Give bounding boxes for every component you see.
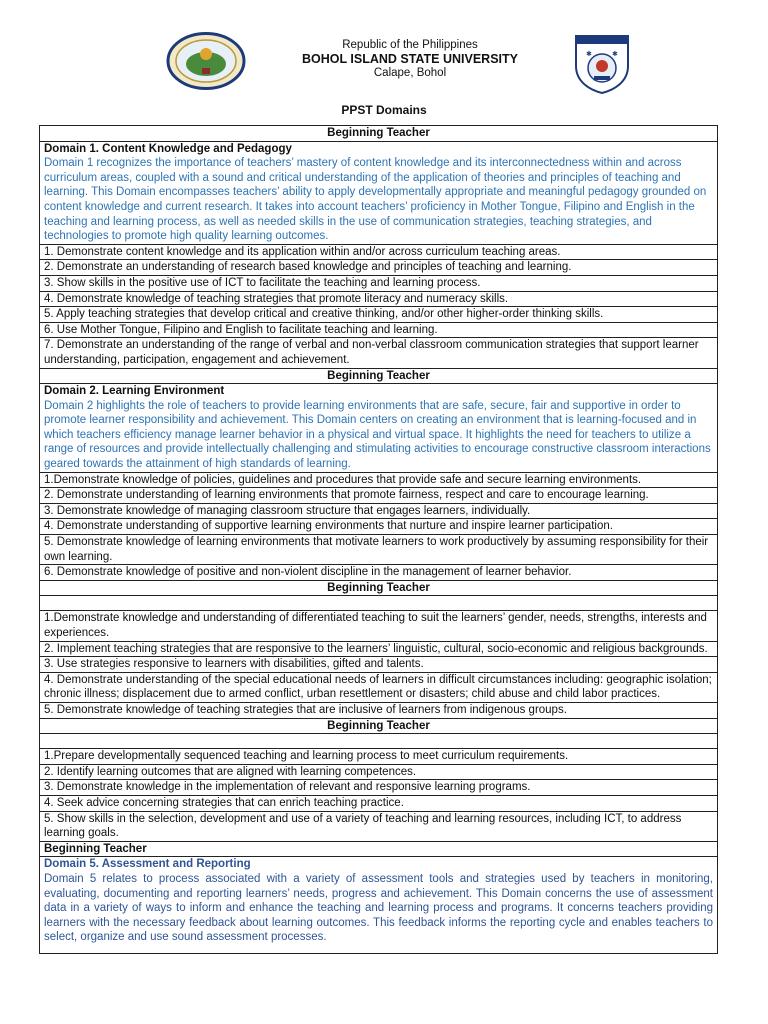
- competency-item: 5. Demonstrate knowledge of learning environments that motivate learners to work productively by assuming responsibility for their own learning.: [40, 535, 718, 565]
- svg-text:✱: ✱: [612, 50, 618, 58]
- domain-header-row: [40, 141, 718, 244]
- competency-item: 3. Use strategies responsive to learners with disabilities, gifted and talents.: [40, 657, 718, 673]
- table-row: [40, 780, 718, 796]
- domain-header-row: [40, 857, 718, 954]
- competency-item: 4. Demonstrate understanding of the special educational needs of learners in difficult circumstances including: geographic isolation; chronic illness; displacement due to armed conflict, urban resettlement or disasters; child abuse and child labor practices.: [40, 672, 718, 702]
- document-title: PPST Domains: [341, 103, 427, 117]
- competency-item: 5. Apply teaching strategies that develop critical and creative thinking, and/or other higher-order thinking skills.: [40, 307, 718, 323]
- domain-title: Domain 5. Assessment and Reporting: [44, 858, 251, 871]
- table-row: [40, 519, 718, 535]
- domain-description: Domain 2 highlights the role of teachers to provide learning environments that are safe, secure, fair and supportive in order to promote learner responsibility and achievement. This Domain centers on creating an environment that is learning-focused and in which teachers efficiency manage learner behavior in a physical and virtual space. It highlights the need for teachers to utilize a range of resources and provide intellectually challenging and stimulating activities to encourage constructive classroom interactions geared towards the attainment of high standards of learning.: [44, 399, 711, 471]
- competency-item: 4. Seek advice concerning strategies that can enrich teaching practice.: [40, 795, 718, 811]
- table-row: [40, 260, 718, 276]
- competency-item: 1.Demonstrate knowledge of policies, guidelines and procedures that provide safe and secure learning environments.: [40, 472, 718, 488]
- competency-item: 5. Demonstrate knowledge of teaching strategies that are inclusive of learners from indigenous groups.: [40, 702, 718, 718]
- competency-item: 5. Show skills in the selection, development and use of a variety of teaching and learning resources, including ICT, to address learning goals.: [40, 811, 718, 841]
- competency-item: 1.Demonstrate knowledge and understanding of differentiated teaching to suit the learners’ gender, needs, strengths, interests and experiences.: [40, 611, 718, 641]
- table-row: [40, 275, 718, 291]
- table-row: [40, 611, 718, 641]
- college-seal-icon: [572, 32, 632, 94]
- band-label: Beginning Teacher: [40, 368, 718, 384]
- competency-item: 2. Demonstrate an understanding of research based knowledge and principles of teaching and learning.: [40, 260, 718, 276]
- table-row: [40, 764, 718, 780]
- band-label: Beginning Teacher: [40, 580, 718, 596]
- table-row: [40, 749, 718, 765]
- domain-description: Domain 5 relates to process associated with a variety of assessment tools and strategies used by teachers in monitoring, evaluating, documenting and reporting learners’ needs, progress and achievement. This Domain concerns the use of assessment data in a variety of ways to inform and enhance the teaching and learning process and programs. It concerns teachers providing learners with the necessary feedback about learning outcomes. This feedback informs the reporting cycle and enables teachers to select, organize and use sound assessment processes.: [44, 872, 713, 944]
- competency-item: 4. Demonstrate understanding of supportive learning environments that nurture and inspire learner participation.: [40, 519, 718, 535]
- competency-item: 3. Demonstrate knowledge of managing classroom structure that engages learners, individually.: [40, 503, 718, 519]
- country-line: Republic of the Philippines: [342, 39, 478, 51]
- band-label: Beginning Teacher: [40, 718, 718, 734]
- document-header: [0, 0, 768, 120]
- competency-item: 2. Identify learning outcomes that are aligned with learning competences.: [40, 764, 718, 780]
- band-row: [40, 580, 718, 596]
- competency-item: 2. Demonstrate understanding of learning environments that promote fairness, respect and care to encourage learning.: [40, 488, 718, 504]
- table-row: [40, 657, 718, 673]
- table-row: [40, 244, 718, 260]
- competency-item: 6. Use Mother Tongue, Filipino and English to facilitate teaching and learning.: [40, 322, 718, 338]
- domain-header-row: [40, 384, 718, 473]
- empty-row: [40, 734, 718, 749]
- table-row: [40, 322, 718, 338]
- band-row: [40, 718, 718, 734]
- competency-item: 2. Implement teaching strategies that are responsive to the learners’ linguistic, cultural, socio-economic and religious backgrounds.: [40, 641, 718, 657]
- competency-item: 1. Demonstrate content knowledge and its application within and/or across curriculum teaching areas.: [40, 244, 718, 260]
- table-row: [40, 811, 718, 841]
- band-label: Beginning Teacher: [40, 126, 718, 142]
- table-row: [40, 291, 718, 307]
- svg-text:✱: ✱: [586, 50, 592, 58]
- table-row: [40, 503, 718, 519]
- empty-row: [40, 596, 718, 611]
- table-row: [40, 338, 718, 368]
- competency-item: 3. Show skills in the positive use of ICT to facilitate the teaching and learning process.: [40, 275, 718, 291]
- table-row: [40, 472, 718, 488]
- university-seal-icon: [166, 32, 246, 90]
- university-name: BOHOL ISLAND STATE UNIVERSITY: [302, 52, 518, 66]
- domain-title: Domain 1. Content Knowledge and Pedagogy: [44, 142, 292, 155]
- competency-item: 6. Demonstrate knowledge of positive and non-violent discipline in the management of learner behavior.: [40, 565, 718, 581]
- band-label: Beginning Teacher: [40, 841, 718, 857]
- table-row: [40, 488, 718, 504]
- table-row: [40, 795, 718, 811]
- campus-location: Calape, Bohol: [373, 67, 447, 79]
- ppst-domains-table: [39, 125, 718, 954]
- band-row: [40, 368, 718, 384]
- table-row: [40, 672, 718, 702]
- competency-item: 7. Demonstrate an understanding of the range of verbal and non-verbal classroom communication strategies that support learner understanding, participation, engagement and achievement.: [40, 338, 718, 368]
- table-row: [40, 641, 718, 657]
- band-row: [40, 841, 718, 857]
- table-row: [40, 702, 718, 718]
- table-row: [40, 307, 718, 323]
- domain-description: Domain 1 recognizes the importance of teachers’ mastery of content knowledge and its interconnectedness within and across curriculum areas, coupled with a sound and critical understanding of the application of theories and principles of teaching and learning. This Domain encompasses teachers’ ability to apply developmentally appropriate and meaningful pedagogy grounded on content knowledge and current research. It takes into account teachers’ proficiency in Mother Tongue, Filipino and English in the teaching and learning process, as well as needed skills in the use of communication strategies, teaching strategies, and technologies to promote high quality learning outcomes.: [44, 157, 707, 243]
- competency-item: 1.Prepare developmentally sequenced teaching and learning process to meet curriculum requirements.: [40, 749, 718, 765]
- competency-item: 4. Demonstrate knowledge of teaching strategies that promote literacy and numeracy skills.: [40, 291, 718, 307]
- competency-item: 3. Demonstrate knowledge in the implementation of relevant and responsive learning programs.: [40, 780, 718, 796]
- table-row: [40, 535, 718, 565]
- domain-title: Domain 2. Learning Environment: [44, 385, 225, 398]
- band-row: [40, 126, 718, 142]
- table-row: [40, 565, 718, 581]
